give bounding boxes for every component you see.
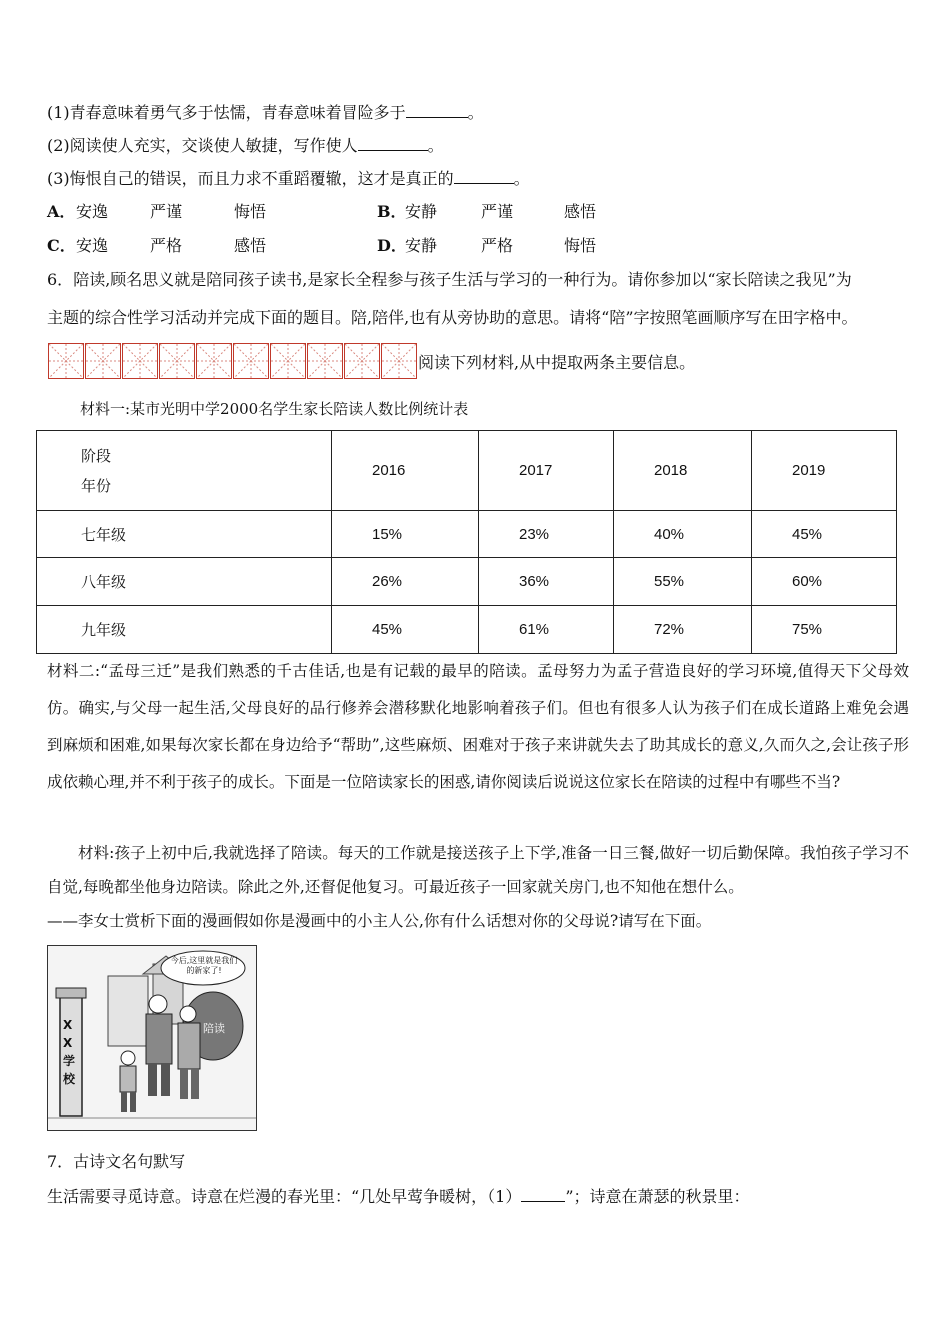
value-cell: 26% [332,558,479,606]
tianzige-cell[interactable] [307,343,343,379]
grade-cell: 九年级 [37,606,332,654]
tianzige-cell[interactable] [270,343,306,379]
value-cell: 72% [614,606,752,654]
year-header: 2016 [332,431,479,511]
cartoon-speech: 今后,这里就是我们的新家了! [170,956,238,975]
value-cell: 40% [614,511,752,558]
table-row [37,558,897,606]
table-corner-cell: 阶段 年份 [37,431,332,511]
tianzige-cell[interactable] [233,343,269,379]
q6-line-1: 6．陪读,顾名思义就是陪同孩子读书,是家长全程参与孩子生活与学习的一种行为。请你参加以“家长陪读之我见”为 [47,270,852,289]
cartoon-school-sign: XX学校 [63,1018,76,1086]
table-row [37,606,897,654]
tianzige-grid[interactable] [48,343,418,379]
answer-blank[interactable] [358,134,428,151]
tianzige-cell[interactable] [159,343,195,379]
q5-sentence-1: (1)青春意味着勇气多于怯懦，青春意味着冒险多于 。 [47,103,484,122]
value-cell: 45% [752,511,897,558]
value-cell: 61% [479,606,614,654]
year-header: 2017 [479,431,614,511]
value-cell: 55% [614,558,752,606]
cartoon-image [47,945,257,1131]
tianzige-cell[interactable] [381,343,417,379]
value-cell: 75% [752,606,897,654]
year-header: 2018 [614,431,752,511]
tianzige-cell[interactable] [48,343,84,379]
value-cell: 45% [332,606,479,654]
q5-sentence-2: (2)阅读使人充实，交谈使人敏捷，写作使人 。 [47,136,444,155]
grade-cell: 八年级 [37,558,332,606]
tianzige-cell[interactable] [85,343,121,379]
value-cell: 15% [332,511,479,558]
material-2-paragraph: 材料二:“孟母三迁”是我们熟悉的千古佳话,也是有记载的最早的陪读。孟母努力为孟子营造良好的学习环境,值得天下父母效仿。确实,与父母一起生活,父母良好的品行修养会潜移默化地影响着孩子们。但也有很多人认为孩子们在成长道路上难免会遇到麻烦和困难,如果每次家长都在身边给予“帮助”,这些麻烦、困难对于孩子来讲就失去了助其成长的意义,久而久之,会让孩子形成依赖心理,并不利于孩子的成长。下面是一位陪读家长的困惑,请你阅读后说说这位家长在陪读的过程中有哪些不当? [47,662,909,791]
tianzige-cell[interactable] [196,343,232,379]
year-header: 2019 [752,431,897,511]
table-row [37,511,897,558]
cartoon-bag-label: 陪读 [203,1022,225,1035]
answer-blank[interactable] [406,101,468,118]
answer-blank[interactable] [454,167,514,184]
attribution-line: ——李女士赏析下面的漫画假如你是漫画中的小主人公,你有什么话想对你的父母说?请写在下面。 [47,912,712,930]
material-3-paragraph: 材料:孩子上初中后,我就选择了陪读。每天的工作就是接送孩子上下学,准备一日三餐,做好一切后勤保障。我怕孩子学习不自觉,每晚都坐他身边陪读。除此之外,还督促他复习。可最近孩子一回家就关房门,也不知他在想什么。 [47,844,909,896]
grade-cell: 七年级 [37,511,332,558]
q5-sentence-3: (3)悔恨自己的错误，而且力求不重蹈覆辙，这才是真正的 。 [47,169,530,188]
stats-table [36,430,897,654]
tianzige-cell[interactable] [344,343,380,379]
tianzige-cell[interactable] [122,343,158,379]
after-grid-instruction: 阅读下列材料,从中提取两条主要信息。 [418,353,696,372]
material-1-title: 材料一:某市光明中学2000名学生家长陪读人数比例统计表 [80,400,469,418]
value-cell: 23% [479,511,614,558]
value-cell: 36% [479,558,614,606]
q7-title: 7．古诗文名句默写 [47,1152,186,1171]
q7-line: 生活需要寻觅诗意。诗意在烂漫的春光里：“几处早莺争暖树，（1） ”；诗意在萧瑟的秋景里： [47,1187,750,1206]
table-header-row [37,431,897,511]
answer-blank[interactable] [521,1185,565,1202]
value-cell: 60% [752,558,897,606]
q6-line-2: 主题的综合性学习活动并完成下面的题目。陪,陪伴,也有从旁协助的意思。请将“陪”字按照笔画顺序写在田字格中。 [47,308,858,327]
